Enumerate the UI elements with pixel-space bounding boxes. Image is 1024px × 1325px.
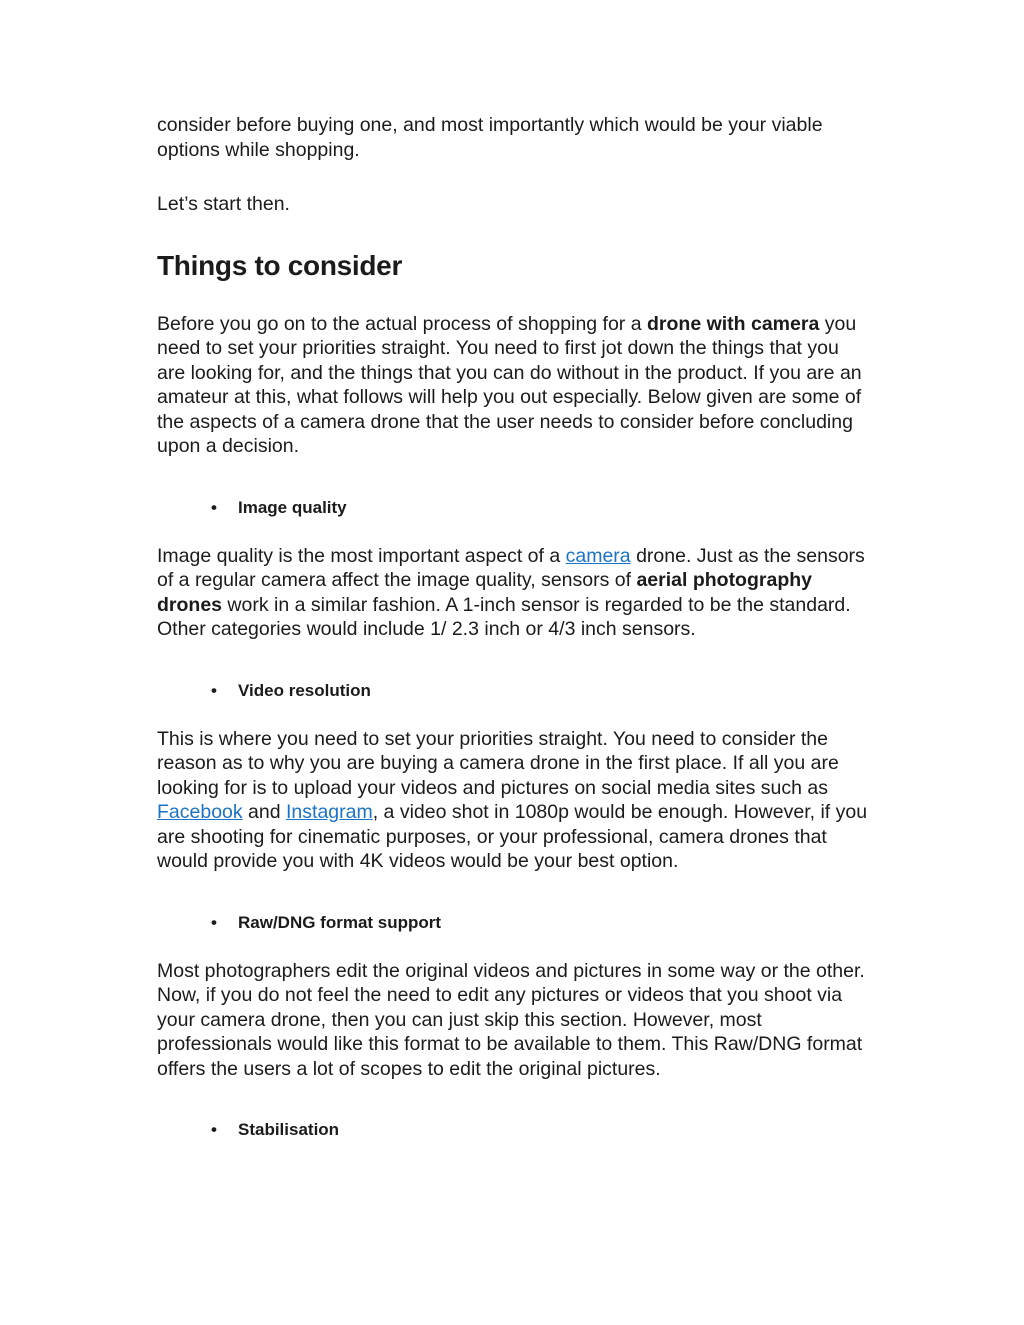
intro-start-paragraph: Let’s start then. xyxy=(157,193,290,215)
raw-dng-paragraph: Most photographers edit the original videos and pictures in some way or the other. Now, if you do not feel the need to edit any pictures or videos that you shoot via your camera drone, then you can just skip this section. However, most professionals would like this format to be available to them. This Raw/DNG format offers the users a lot of scopes to edit the original pictures. xyxy=(157,959,865,1080)
section-intro-text-1: Before you go on to the actual process of shopping for a xyxy=(157,312,647,335)
image-quality-text-3: work in a similar fashion. A 1-inch sensor is regarded to be the standard. Other categories would include 1/ 2.3 inch or 4/3 inch sensors. xyxy=(157,593,851,640)
bullet-video-resolution xyxy=(157,680,869,702)
image-quality-paragraph xyxy=(157,544,869,642)
bullet-dot: • xyxy=(211,497,217,517)
section-heading: Things to consider xyxy=(157,249,403,281)
image-quality-text-1: Image quality is the most important aspect of a xyxy=(157,544,566,567)
bullet-dot: • xyxy=(211,680,217,700)
bullet-label: Stabilisation xyxy=(238,1120,340,1139)
video-resolution-text-3: , a video shot in 1080p would be enough. However, if you are shooting for cinematic purposes, or your professional, camera drones that would provide you with 4K videos would be your best option. xyxy=(157,801,868,872)
image-quality-bold: aerial photography drones xyxy=(157,569,812,616)
intro-paragraph: consider before buying one, and most importantly which would be your viable options while shopping. xyxy=(157,114,823,161)
camera-link[interactable]: camera xyxy=(565,544,631,567)
facebook-link[interactable]: Facebook xyxy=(157,801,243,823)
document-page xyxy=(157,113,869,1141)
section-intro-bold: drone with camera xyxy=(647,312,820,335)
section-intro-text-2: you need to set your priorities straight. You need to first jot down the things that you are looking for, and the things that you can do without in the product. If you are an amateur at this, what follows will help you out especially. Below given are some of the aspects of a camera drone that the user needs to consider before concluding upon a decision. xyxy=(157,312,862,457)
video-resolution-paragraph xyxy=(157,727,869,874)
bullet-raw-dng xyxy=(157,912,869,934)
bullet-image-quality xyxy=(157,497,869,519)
bullet-label: Video resolution xyxy=(238,680,371,700)
image-quality-text-2: drone. Just as the sensors of a regular camera affect the image quality, sensors of xyxy=(157,544,865,591)
bullet-dot: • xyxy=(211,1120,217,1139)
bullet-label: Raw/DNG format support xyxy=(238,912,442,932)
bullet-label: Image quality xyxy=(238,497,347,517)
video-resolution-text-1: This is where you need to set your priorities straight. You need to consider the reason as to why you are buying a camera drone in the first place. If all you are looking for is to upload your videos and pictures on social media sites such as xyxy=(157,727,839,799)
video-resolution-text-2: and xyxy=(242,801,287,823)
bullet-stabilisation xyxy=(157,1119,869,1141)
instagram-link[interactable]: Instagram xyxy=(286,801,373,823)
section-intro-paragraph xyxy=(157,312,869,459)
bullet-dot: • xyxy=(211,912,217,932)
